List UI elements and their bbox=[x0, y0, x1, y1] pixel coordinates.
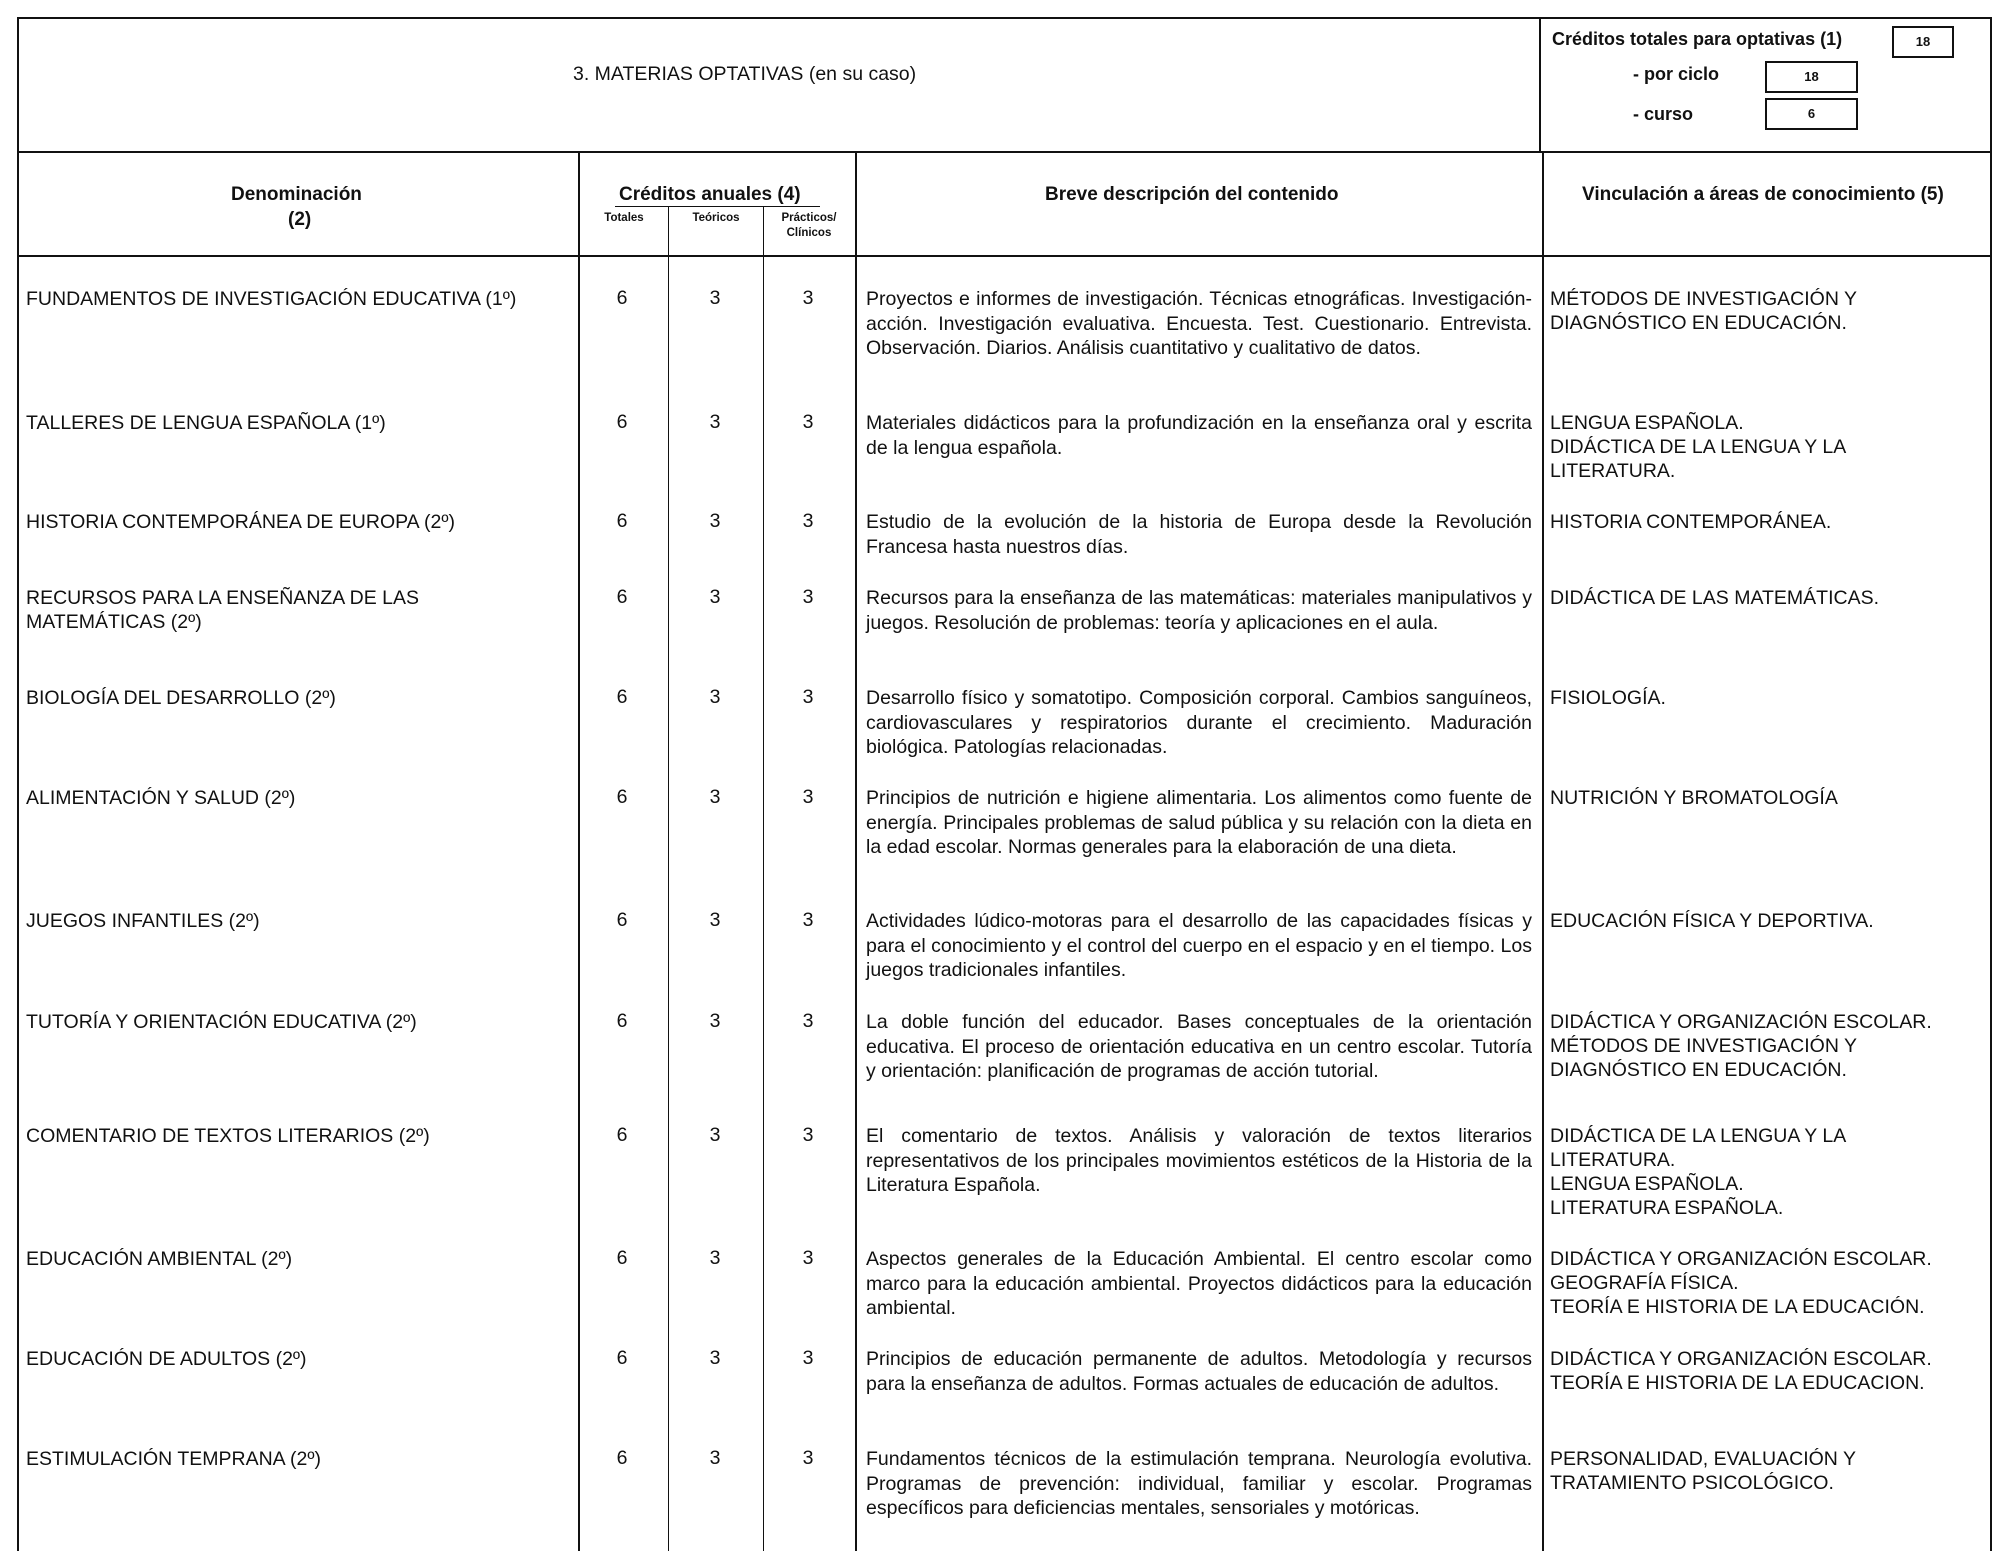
table-row bbox=[19, 686, 20, 687]
table-row bbox=[19, 1010, 20, 1011]
credits-total-label: Créditos totales para optativas (1) bbox=[1552, 29, 1843, 49]
header-divider bbox=[17, 151, 1992, 153]
knowledge-area: DIAGNÓSTICO EN EDUCACIÓN. bbox=[1550, 312, 1847, 334]
credits-practicos: 3 bbox=[802, 586, 814, 608]
table-row bbox=[19, 411, 20, 412]
knowledge-area: MÉTODOS DE INVESTIGACIÓN Y bbox=[1550, 1035, 1858, 1057]
credits-practicos: 3 bbox=[802, 1124, 814, 1146]
credits-practicos: 3 bbox=[802, 1447, 814, 1469]
knowledge-area: TEORÍA E HISTORIA DE LA EDUCACIÓN. bbox=[1550, 1296, 1925, 1318]
subject-description: Recursos para la enseñanza de las matemáticas: materiales manipulativos y juegos. Resolución de problemas: teoría y aplicaciones en el aula. bbox=[866, 587, 1532, 634]
col-line-3 bbox=[1542, 152, 1544, 1551]
page-title: 3. MATERIAS OPTATIVAS (en su caso) bbox=[573, 63, 917, 85]
credits-practicos: 3 bbox=[802, 287, 814, 309]
credits-teoricos: 3 bbox=[709, 1347, 721, 1369]
credits-totales: 6 bbox=[616, 1124, 628, 1146]
sub-line-2 bbox=[763, 207, 764, 1551]
credits-practicos: 3 bbox=[802, 909, 814, 931]
credits-teoricos: 3 bbox=[709, 287, 721, 309]
subject-description: Estudio de la evolución de la historia de Europa desde la Revolución Francesa hasta nuestros días. bbox=[866, 511, 1532, 558]
subject-name: FUNDAMENTOS DE INVESTIGACIÓN EDUCATIVA (1º) bbox=[26, 288, 517, 310]
knowledge-area: LENGUA ESPAÑOLA. bbox=[1550, 412, 1744, 434]
col-header-practicos: Prácticos/ bbox=[781, 212, 837, 224]
credits-practicos: 3 bbox=[802, 411, 814, 433]
knowledge-area: DIDÁCTICA Y ORGANIZACIÓN ESCOLAR. bbox=[1550, 1011, 1932, 1033]
subject-name: EDUCACIÓN DE ADULTOS (2º) bbox=[26, 1348, 307, 1370]
subject-description: Aspectos generales de la Educación Ambiental. El centro escolar como marco para la educación ambiental. Proyectos didácticos para la educación ambiental. bbox=[866, 1248, 1532, 1319]
credits-practicos: 3 bbox=[802, 786, 814, 808]
credits-cycle-value: 18 bbox=[1765, 61, 1858, 93]
col-header-denominacion-note: (2) bbox=[288, 209, 312, 230]
subject-name: HISTORIA CONTEMPORÁNEA DE EUROPA (2º) bbox=[26, 511, 455, 533]
credits-teoricos: 3 bbox=[709, 411, 721, 433]
credits-total-value: 18 bbox=[1892, 26, 1954, 58]
table-row bbox=[19, 786, 20, 787]
knowledge-area: GEOGRAFÍA FÍSICA. bbox=[1550, 1272, 1739, 1294]
credits-totales: 6 bbox=[616, 686, 628, 708]
table-row bbox=[19, 510, 20, 511]
credits-totales: 6 bbox=[616, 909, 628, 931]
col-line-1 bbox=[578, 152, 580, 1551]
knowledge-area: TEORÍA E HISTORIA DE LA EDUCACION. bbox=[1550, 1372, 1925, 1394]
knowledge-area: LITERATURA. bbox=[1550, 460, 1676, 482]
subject-description: Proyectos e informes de investigación. Técnicas etnográficas. Investigación-acción. Investigación evaluativa. Encuesta. Test. Cuestionario. Entrevista. Observación. Diarios. Análisis cuantitativo y cualitativo de datos. bbox=[866, 288, 1532, 359]
knowledge-area: FISIOLOGÍA. bbox=[1550, 687, 1666, 709]
col-header-vinculacion: Vinculación a áreas de conocimiento (5) bbox=[1582, 184, 1944, 205]
credits-totales: 6 bbox=[616, 1347, 628, 1369]
table-row bbox=[19, 909, 20, 910]
col-line-2 bbox=[855, 152, 857, 1551]
credits-totales: 6 bbox=[616, 287, 628, 309]
subject-name: RECURSOS PARA LA ENSEÑANZA DE LAS bbox=[26, 587, 420, 609]
knowledge-area: DIDÁCTICA Y ORGANIZACIÓN ESCOLAR. bbox=[1550, 1348, 1932, 1370]
subject-name: TALLERES DE LENGUA ESPAÑOLA (1º) bbox=[26, 412, 386, 434]
credits-cycle-label: - por ciclo bbox=[1633, 64, 1720, 84]
subject-description: Fundamentos técnicos de la estimulación temprana. Neurología evolutiva. Programas de prevención: individual, familiar y escolar. Programas específicos para deficiencias mentales, sensoriales y motóricas. bbox=[866, 1448, 1532, 1519]
credits-course-label: - curso bbox=[1633, 104, 1694, 124]
credits-teoricos: 3 bbox=[709, 686, 721, 708]
subject-description: El comentario de textos. Análisis y valoración de textos literarios representativos de los principales movimientos estéticos de la Historia de la Literatura Española. bbox=[866, 1125, 1532, 1196]
col-header-descripcion: Breve descripción del contenido bbox=[1045, 184, 1339, 205]
knowledge-area: LENGUA ESPAÑOLA. bbox=[1550, 1173, 1744, 1195]
credits-teoricos: 3 bbox=[709, 1247, 721, 1269]
credits-practicos: 3 bbox=[802, 686, 814, 708]
subject-name: EDUCACIÓN AMBIENTAL (2º) bbox=[26, 1248, 293, 1270]
subject-name: BIOLOGÍA DEL DESARROLLO (2º) bbox=[26, 687, 336, 709]
credits-teoricos: 3 bbox=[709, 786, 721, 808]
col-header-totales: Totales bbox=[604, 212, 644, 224]
credits-teoricos: 3 bbox=[709, 1010, 721, 1032]
column-header-divider bbox=[17, 255, 1992, 257]
subject-name: ESTIMULACIÓN TEMPRANA (2º) bbox=[26, 1448, 321, 1470]
credits-teoricos: 3 bbox=[709, 909, 721, 931]
table-row bbox=[19, 1347, 20, 1348]
col-header-clinicos: Clínicos bbox=[786, 227, 832, 239]
subject-name: ALIMENTACIÓN Y SALUD (2º) bbox=[26, 787, 296, 809]
title-credits-divider bbox=[1539, 17, 1541, 152]
col-header-creditos: Créditos anuales (4) bbox=[619, 184, 801, 205]
credits-totales: 6 bbox=[616, 1247, 628, 1269]
col-header-denominacion: Denominación bbox=[231, 184, 362, 205]
credits-practicos: 3 bbox=[802, 510, 814, 532]
credits-totales: 6 bbox=[616, 586, 628, 608]
subject-description: Principios de nutrición e higiene alimentaria. Los alimentos como fuente de energía. Principales problemas de salud pública y su relación con la dieta en la edad escolar. Normas generales para la elaboración de una dieta. bbox=[866, 787, 1532, 858]
table-row bbox=[19, 1247, 20, 1248]
subject-description: Actividades lúdico-motoras para el desarrollo de las capacidades físicas y para el conocimiento y el control del cuerpo en el espacio y en el tiempo. Los juegos tradicionales infantiles. bbox=[866, 910, 1532, 981]
subject-name: COMENTARIO DE TEXTOS LITERARIOS (2º) bbox=[26, 1125, 430, 1147]
credits-teoricos: 3 bbox=[709, 1124, 721, 1146]
frame-right bbox=[1990, 17, 1992, 1551]
knowledge-area: EDUCACIÓN FÍSICA Y DEPORTIVA. bbox=[1550, 910, 1874, 932]
subject-name: TUTORÍA Y ORIENTACIÓN EDUCATIVA (2º) bbox=[26, 1011, 417, 1033]
knowledge-area: LITERATURA. bbox=[1550, 1149, 1676, 1171]
subject-description: Desarrollo físico y somatotipo. Composición corporal. Cambios sanguíneos, cardiovasculares y respiratorios durante el crecimiento. Maduración biológica. Patologías relacionadas. bbox=[866, 687, 1532, 758]
knowledge-area: DIDÁCTICA DE LAS MATEMÁTICAS. bbox=[1550, 587, 1880, 609]
frame-top bbox=[17, 17, 1992, 19]
knowledge-area: MÉTODOS DE INVESTIGACIÓN Y bbox=[1550, 288, 1858, 310]
credits-totales: 6 bbox=[616, 411, 628, 433]
credits-totales: 6 bbox=[616, 1010, 628, 1032]
col-header-teoricos: Teóricos bbox=[692, 212, 740, 224]
subject-description: Materiales didácticos para la profundización en la enseñanza oral y escrita de la lengua española. bbox=[866, 412, 1532, 459]
frame-left bbox=[17, 17, 19, 1551]
credits-course-value: 6 bbox=[1765, 98, 1858, 130]
table-row bbox=[19, 1124, 20, 1125]
knowledge-area: TRATAMIENTO PSICOLÓGICO. bbox=[1550, 1472, 1834, 1494]
knowledge-area: DIDÁCTICA DE LA LENGUA Y LA bbox=[1550, 1125, 1847, 1147]
knowledge-area: DIAGNÓSTICO EN EDUCACIÓN. bbox=[1550, 1059, 1847, 1081]
knowledge-area: DIDÁCTICA Y ORGANIZACIÓN ESCOLAR. bbox=[1550, 1248, 1932, 1270]
subject-description: La doble función del educador. Bases conceptuales de la orientación educativa. El proceso de orientación educativa en un centro escolar. Tutoría y orientación: planificación de programas de acción tutorial. bbox=[866, 1011, 1532, 1082]
table-row bbox=[19, 586, 20, 587]
knowledge-area: PERSONALIDAD, EVALUACIÓN Y bbox=[1550, 1448, 1856, 1470]
credits-practicos: 3 bbox=[802, 1247, 814, 1269]
table-row bbox=[19, 1447, 20, 1448]
credits-underline bbox=[615, 206, 820, 207]
credits-teoricos: 3 bbox=[709, 586, 721, 608]
credits-totales: 6 bbox=[616, 786, 628, 808]
knowledge-area: LITERATURA ESPAÑOLA. bbox=[1550, 1197, 1784, 1219]
subject-name: JUEGOS INFANTILES (2º) bbox=[26, 910, 260, 932]
knowledge-area: DIDÁCTICA DE LA LENGUA Y LA bbox=[1550, 436, 1847, 458]
credits-practicos: 3 bbox=[802, 1347, 814, 1369]
subject-description: Principios de educación permanente de adultos. Metodología y recursos para la enseñanza de adultos. Formas actuales de educación de adultos. bbox=[866, 1348, 1532, 1395]
table-row bbox=[19, 287, 20, 288]
credits-practicos: 3 bbox=[802, 1010, 814, 1032]
credits-teoricos: 3 bbox=[709, 1447, 721, 1469]
knowledge-area: NUTRICIÓN Y BROMATOLOGÍA bbox=[1550, 787, 1838, 809]
knowledge-area: HISTORIA CONTEMPORÁNEA. bbox=[1550, 511, 1832, 533]
credits-totales: 6 bbox=[616, 1447, 628, 1469]
credits-teoricos: 3 bbox=[709, 510, 721, 532]
subject-name: MATEMÁTICAS (2º) bbox=[26, 611, 202, 633]
sub-line-1 bbox=[668, 207, 669, 1551]
credits-totales: 6 bbox=[616, 510, 628, 532]
